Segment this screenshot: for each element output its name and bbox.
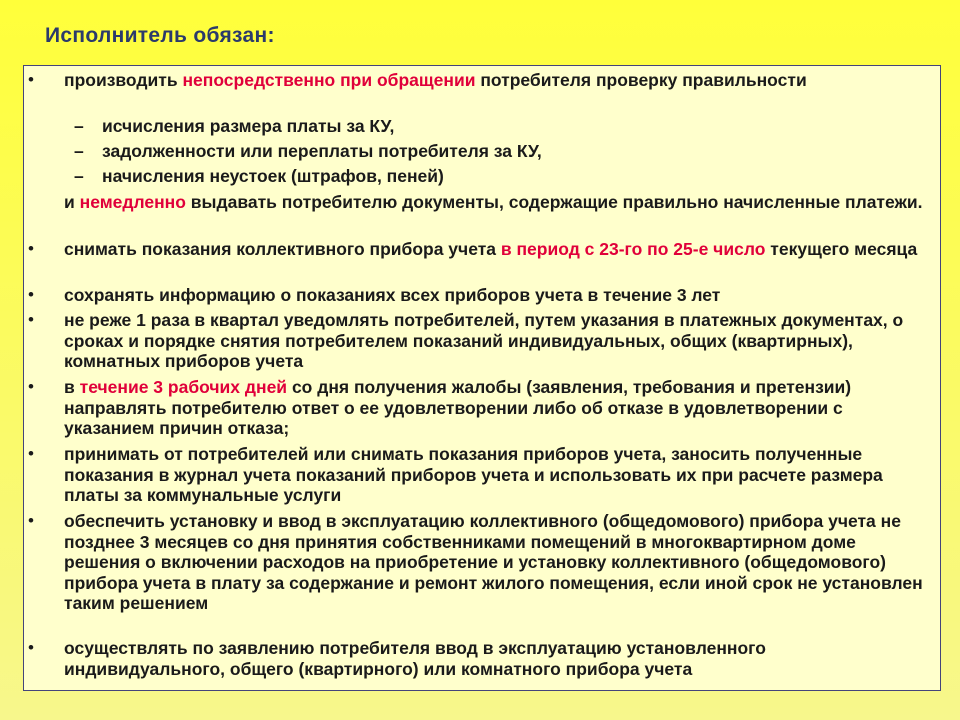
bullet-4: • [28,310,34,329]
slide-title: Исполнитель обязан: [45,24,275,47]
content-box [23,65,941,691]
duty-item-7: обеспечить установку и ввод в эксплуатацию коллективного (общедомового) прибора учета не позднее 3 месяцев со дня принятия собственниками помещений в многоквартирном доме решения о включении расходов на приобретение и установку коллективного (общедомового) прибора учета в плату за содержание и ремонт жилого помещения, если иной срок не установлен таким решением [64,511,923,613]
duty-subitem-1: – исчисления размера платы за КУ, [74,116,395,136]
duty-item-5: в течение 3 рабочих дней со дня получения жалобы (заявления, требования и претензии) направлять потребителю ответ о ее удовлетворении либо об отказе в удовлетворении с указанием причин отказа; [64,377,852,438]
bullet-1: • [28,70,34,89]
highlight-immediately-on-request: непосредственно при обращении [182,70,476,90]
bullet-5: • [28,377,34,396]
duty-item-8: осуществлять по заявлению потребителя ввод в эксплуатацию установленного индивидуального, общего (квартирного) или комнатного прибора учета [64,638,766,679]
duty-item-4: не реже 1 раза в квартал уведомлять потребителей, путем указания в платежных документах, о сроках и порядке снятия потребителем показаний индивидуальных, общих (квартирных), комнатных приборов учета [64,310,904,371]
duty-item-3: сохранять информацию о показаниях всех приборов учета в течение 3 лет [64,285,721,305]
highlight-immediately: немедленно [79,192,186,212]
bullet-3: • [28,285,34,304]
highlight-3-working-days: течение 3 рабочих дней [79,377,288,397]
highlight-period-23-25: в период с 23-го по 25-е число [500,239,766,259]
duty-subitem-2: – задолженности или переплаты потребителя за КУ, [74,141,542,161]
bullet-7: • [28,511,34,530]
duty-item-2: снимать показания коллективного прибора учета в период с 23-го по 25-е число текущего месяца [64,239,918,259]
duty-item-1-tail: и немедленно выдавать потребителю документы, содержащие правильно начисленные платежи. [64,192,923,212]
duty-subitem-3: – начисления неустоек (штрафов, пеней) [74,166,444,186]
bullet-8: • [28,638,34,657]
bullet-6: • [28,444,34,463]
bullet-2: • [28,239,34,258]
duty-item-1: производить непосредственно при обращении потребителя проверку правильности [64,70,807,90]
duty-item-6: принимать от потребителей или снимать показания приборов учета, заносить полученные показания в журнал учета показаний приборов учета и использовать их при расчете размера платы за коммунальные услуги [64,444,883,505]
